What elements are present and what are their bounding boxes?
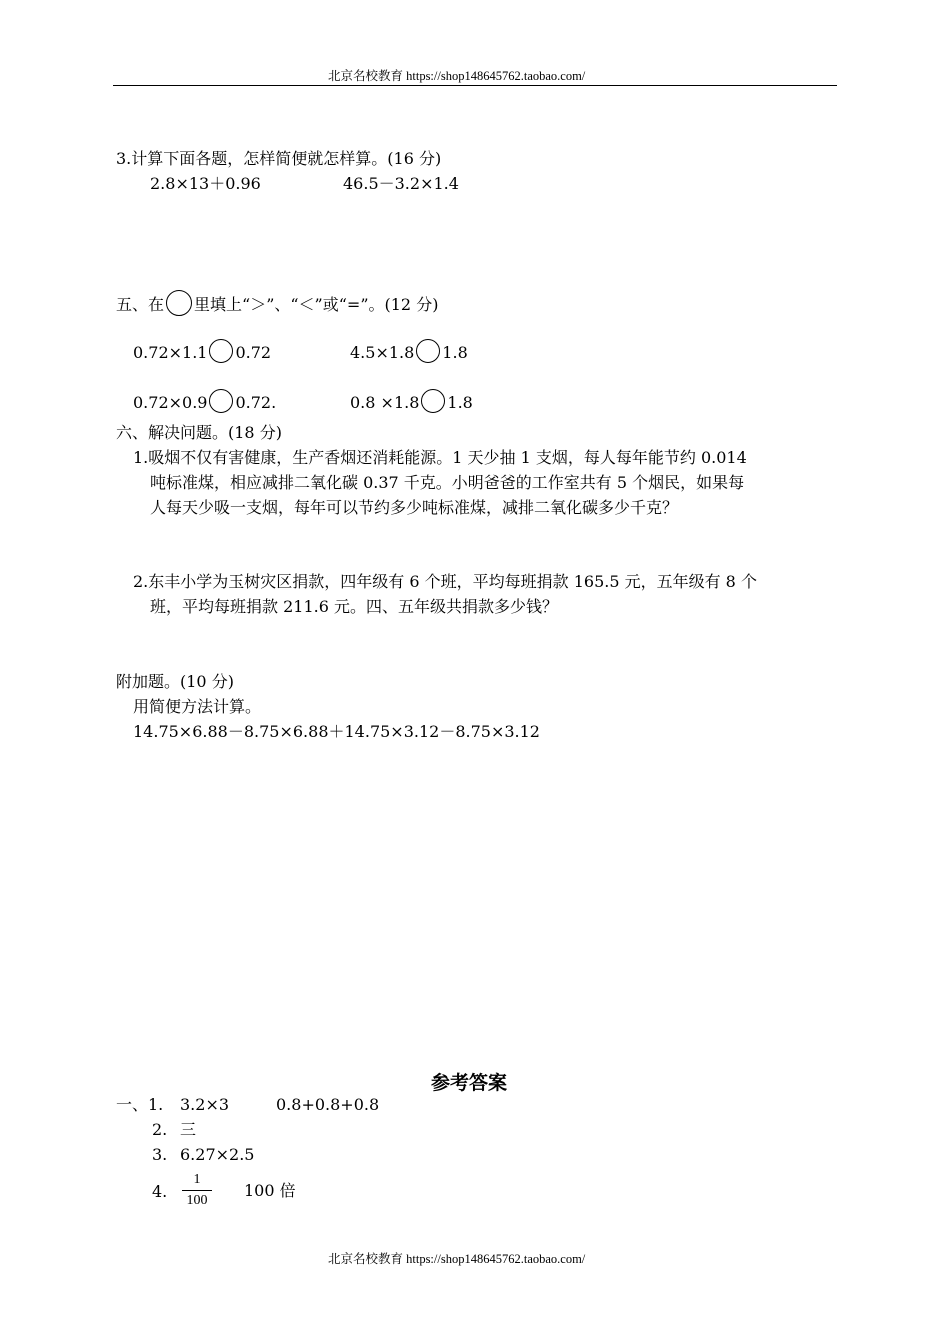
section5-title	[116, 290, 438, 317]
q1-line3: 人每天少吸一支烟，每年可以节约多少吨标准煤，减排二氧化碳多少千克？	[150, 498, 679, 517]
section6-title: 六、解决问题。(18 分)	[116, 423, 282, 442]
answer-2-num: 2.	[152, 1120, 168, 1139]
bonus-line1: 用简便方法计算。	[133, 697, 262, 716]
compare-left: 0.8 ×1.8	[350, 393, 420, 412]
page-footer: 北京名校教育 https://shop148645762.taobao.com/	[328, 1252, 586, 1266]
answer-circle-icon[interactable]	[416, 339, 440, 363]
fraction-numerator: 1	[193, 1172, 201, 1187]
q2-line1: 2.东丰小学为玉树灾区捐款，四年级有 6 个班，平均每班捐款 165.5 元，五年级有 8 个	[133, 572, 757, 591]
bonus-title: 附加题。(10 分)	[116, 672, 234, 691]
section5-title-pre: 五、在	[116, 295, 165, 314]
answer-circle-icon[interactable]	[209, 389, 233, 413]
fraction-bar	[182, 1190, 212, 1191]
compare-left: 0.72×0.9	[133, 393, 208, 412]
compare-item-3	[133, 389, 276, 415]
answer-3-num: 3.	[152, 1145, 168, 1164]
answer-3-val: 6.27×2.5	[180, 1145, 255, 1164]
answer-4-fraction	[182, 1172, 212, 1209]
compare-left: 0.72×1.1	[133, 343, 208, 362]
compare-right: 1.8	[442, 343, 468, 362]
answer-2-val: 三	[180, 1120, 197, 1139]
section5-title-post: 里填上“＞”、“＜”或“=”。(12 分)	[194, 295, 439, 314]
q2-line2: 班，平均每班捐款 211.6 元。四、五年级共捐款多少钱？	[150, 597, 558, 616]
compare-right: 0.72.	[235, 393, 277, 412]
page-header: 北京名校教育 https://shop148645762.taobao.com/	[328, 69, 586, 83]
answer-1-prefix: 一、1.	[116, 1095, 164, 1114]
answer-1-part2: 0.8+0.8+0.8	[276, 1095, 380, 1114]
answer-1-part1: 3.2×3	[180, 1095, 230, 1114]
section3-expr2: 46.5－3.2×1.4	[343, 174, 459, 193]
fraction-denominator: 100	[186, 1193, 208, 1208]
compare-right: 0.72	[235, 343, 272, 362]
section3-title: 3.计算下面各题，怎样简便就怎样算。(16 分)	[116, 149, 442, 168]
answers-title: 参考答案	[431, 1072, 508, 1094]
header-rule	[113, 85, 837, 86]
compare-item-1	[133, 339, 271, 365]
answer-4-num: 4.	[152, 1182, 168, 1201]
blank-circle-icon	[166, 290, 192, 316]
q1-line1: 1.吸烟不仅有害健康，生产香烟还消耗能源。1 天少抽 1 支烟，每人每年能节约 0.014	[133, 448, 747, 467]
q1-line2: 吨标准煤，相应减排二氧化碳 0.37 千克。小明爸爸的工作室共有 5 个烟民，如果每	[150, 473, 745, 492]
compare-item-2	[350, 339, 468, 365]
bonus-expr: 14.75×6.88－8.75×6.88＋14.75×3.12－8.75×3.12	[133, 722, 540, 741]
answer-4-val: 100 倍	[244, 1181, 296, 1200]
section3-expr1: 2.8×13＋0.96	[150, 174, 261, 193]
compare-right: 1.8	[447, 393, 473, 412]
compare-item-4	[350, 389, 473, 415]
answer-circle-icon[interactable]	[209, 339, 233, 363]
compare-left: 4.5×1.8	[350, 343, 415, 362]
answer-circle-icon[interactable]	[421, 389, 445, 413]
